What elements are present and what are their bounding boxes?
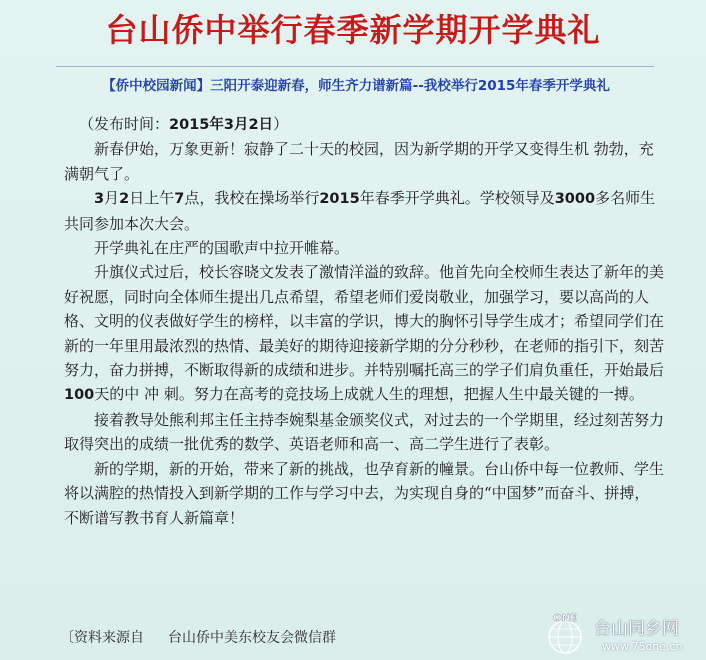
article-subtitle: 【侨中校园新闻】三阳开泰迎新春，师生齐力谱新篇--我校举行2015年春季开学典礼 (102, 78, 610, 94)
paragraph-1: 新春伊始，万象更新！寂静了二十天的校园，因为新学期的开学又变得生机 勃勃，充满朝气了。 (64, 140, 654, 183)
paragraph-3: 开学典礼在庄严的国歌声中拉开帷幕。 (94, 239, 350, 258)
globe-logo-icon (542, 610, 588, 656)
p4-days: 100 (64, 387, 95, 404)
source-label: 〔资料来源自 (60, 630, 144, 646)
p2-text-a: 月 (104, 189, 120, 208)
paragraph-2 (64, 186, 664, 236)
site-watermark (538, 606, 706, 660)
source-note (60, 627, 360, 647)
publish-date-suffix: ） (273, 115, 289, 133)
p2-year: 2015 (319, 191, 360, 208)
p2-count: 3000 (554, 191, 596, 208)
article-title: 台山侨中举行春季新学期开学典礼 (105, 11, 601, 49)
p2-text-e: 多名师生共同参加本次大会。 (64, 189, 656, 233)
publish-date-line (64, 112, 664, 137)
p4-text-b: 天的中 冲 刺。努力在高考的竞技场上成就人生的理想，把握人生中最关键的一搏。 (94, 385, 644, 404)
p2-text-b: 日上午 (129, 189, 175, 208)
paragraph-5: 接着教导处熊利邦主任主持李婉梨基金颁奖仪式，对过去的一个学期里，经过刻苦努力取得突出的成绩一批优秀的数学、英语老师和高一、高二学生进行了表彰。 (64, 410, 665, 454)
p2-text-d: 年春季开学典礼。学校领导及 (359, 189, 555, 208)
paragraph-4 (64, 260, 664, 407)
p4-text-a: 升旗仪式过后，校长容晓文发表了激情洋溢的致辞。他首先向全校师生表达了新年的美好祝愿，同时向全体师生提出几点希望，希望老师们爱岗敬业，加强学习，要以高尚的人格、文明的仪表做好学生的榜样，以丰富的学识，博大的胸怀引导学生成才；希望同学们在新的一年里用最浓烈的热情、最美好的期待迎接新学期的分分秒秒，在老师的指引下，刻苦努力，奋力拼搏，不断取得新的成绩和进步。并特别嘱托高三的学子们肩负重任，开始最后 (64, 263, 665, 380)
watermark-url: www.75one.cn (602, 640, 683, 653)
watermark-logo-text: ONE (553, 613, 577, 624)
p2-text-c: 点，我校在操场举行 (184, 189, 320, 208)
publish-date-prefix: （发布时间： (79, 115, 170, 133)
publish-date-value: 2015年3月2日 (169, 117, 274, 133)
article-body (64, 112, 664, 530)
source-name: 台山侨中美东校友会微信群 (168, 630, 336, 646)
title-divider (56, 66, 654, 67)
paragraph-6: 新的学期，新的开始，带来了新的挑战，也孕育新的幢景。台山侨中每一位教师、学生将以满腔的热情投入到新学期的工作与学习中去，为实现自身的“中国梦”而奋斗、拼搏，不断谱写教书育人新篇章！ (64, 459, 665, 527)
p2-month: 3 (94, 191, 105, 208)
watermark-site-name: 台山同乡网 (594, 619, 679, 639)
p2-day: 2 (119, 191, 130, 208)
p2-hour: 7 (174, 191, 185, 208)
